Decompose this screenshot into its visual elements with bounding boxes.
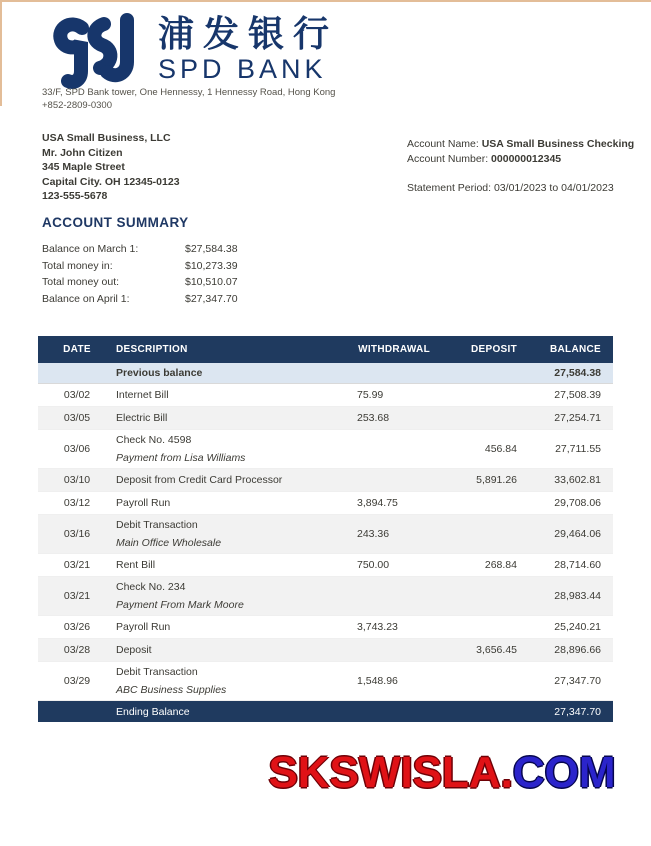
table-row (38, 469, 613, 492)
bank-header (48, 12, 338, 90)
scan-edge-left (0, 0, 2, 106)
transaction-description: Rent Bill (116, 559, 156, 571)
watermark-dot: . (500, 748, 513, 797)
ending-balance-label: Ending Balance (116, 705, 190, 718)
ending-balance-amount: 27,347.70 (554, 705, 601, 718)
watermark-name: SKSWISLA (268, 748, 501, 797)
customer-city: Capital City. OH 12345-0123 (42, 175, 180, 188)
transaction-balance: 27,347.70 (554, 675, 601, 687)
account-name-label: Account Name: (407, 138, 482, 150)
account-number-label: Account Number: (407, 153, 492, 165)
account-summary-section (42, 215, 238, 307)
scan-edge-top (0, 0, 651, 2)
summary-value: $27,347.70 (185, 292, 238, 305)
table-body (38, 384, 613, 701)
summary-value: $27,584.38 (185, 243, 238, 255)
transaction-balance: 28,714.60 (554, 559, 601, 571)
summary-label: Balance on April 1: (42, 292, 130, 305)
transaction-memo: Payment from Lisa Williams (116, 452, 246, 464)
bank-address-block (42, 86, 335, 112)
transaction-deposit: 268.84 (484, 559, 517, 571)
transaction-memo: ABC Business Supplies (116, 684, 227, 696)
transaction-description: Debit Transaction (116, 666, 198, 678)
table-row (38, 430, 613, 469)
transaction-date: 03/02 (63, 389, 91, 401)
transaction-withdrawal: 3,894.75 (357, 497, 398, 509)
previous-balance-amount: 27,584.38 (554, 367, 601, 379)
bank-names (158, 12, 338, 84)
table-row (38, 554, 613, 577)
site-watermark (252, 748, 632, 798)
transaction-balance: 27,508.39 (554, 389, 601, 401)
col-header-date: DATE (63, 344, 91, 355)
statement-period-label: Statement Period: (407, 182, 494, 194)
transaction-date: 03/06 (63, 443, 91, 455)
table-row (38, 616, 613, 639)
summary-value: $10,510.07 (185, 276, 238, 288)
account-summary-title: ACCOUNT SUMMARY (42, 215, 189, 230)
transaction-description: Debit Transaction (116, 519, 198, 531)
bank-name-english: SPD BANK (158, 54, 327, 84)
col-header-withdrawal: WITHDRAWAL (358, 344, 430, 355)
table-row (38, 639, 613, 662)
bank-address: 33/F, SPD Bank tower, One Hennessy, 1 Hennessy Road, Hong Kong (42, 87, 336, 98)
transaction-deposit: 456.84 (484, 443, 517, 455)
previous-balance-row (38, 363, 613, 384)
bank-name-chinese: 浦发银行 (158, 13, 339, 54)
summary-label: Total money out: (42, 276, 120, 288)
watermark-tld: COM (512, 748, 616, 797)
transaction-date: 03/26 (63, 621, 91, 633)
spd-bank-logo-icon (48, 12, 144, 90)
transaction-withdrawal: 75.99 (357, 389, 384, 401)
customer-name: Mr. John Citizen (42, 146, 123, 159)
transaction-date: 03/21 (63, 590, 91, 602)
customer-address-block (42, 131, 180, 204)
table-row (38, 577, 613, 616)
ending-balance-row (38, 701, 613, 722)
transaction-date: 03/12 (63, 497, 91, 509)
account-name-row (407, 137, 634, 152)
transaction-withdrawal: 3,743.23 (357, 621, 398, 633)
table-header-row (38, 336, 613, 363)
table-row (38, 407, 613, 430)
transaction-withdrawal: 1,548.96 (357, 675, 398, 687)
transaction-date: 03/21 (63, 559, 91, 571)
transaction-date: 03/16 (63, 528, 91, 540)
transaction-balance: 29,464.06 (554, 528, 601, 540)
transaction-withdrawal: 253.68 (357, 412, 390, 424)
transaction-balance: 28,896.66 (554, 644, 601, 656)
transaction-balance: 28,983.44 (554, 590, 601, 602)
bank-phone: +852-2809-0300 (42, 100, 112, 111)
statement-period-row (407, 181, 634, 196)
transaction-description: Payroll Run (116, 497, 171, 509)
transaction-deposit: 3,656.45 (476, 644, 517, 656)
summary-value: $10,273.39 (185, 259, 238, 272)
transaction-deposit: 5,891.26 (476, 474, 517, 486)
customer-company: USA Small Business, LLC (42, 132, 171, 144)
transaction-withdrawal: 750.00 (357, 559, 390, 571)
transaction-description: Deposit from Credit Card Processor (116, 474, 283, 486)
statement-period-value: 03/01/2023 to 04/01/2023 (493, 182, 614, 194)
transaction-description: Check No. 234 (116, 581, 186, 593)
customer-street: 345 Maple Street (42, 161, 125, 173)
transaction-balance: 25,240.21 (554, 621, 601, 633)
account-number-row (407, 152, 634, 167)
transaction-memo: Main Office Wholesale (116, 537, 222, 549)
transaction-description: Check No. 4598 (116, 434, 192, 446)
previous-balance-label: Previous balance (116, 367, 203, 379)
transaction-date: 03/05 (63, 412, 91, 424)
transaction-date: 03/28 (63, 644, 91, 656)
transaction-balance: 29,708.06 (554, 497, 601, 509)
account-summary-table (42, 241, 238, 307)
customer-phone: 123-555-5678 (42, 190, 108, 202)
transaction-balance: 27,254.71 (554, 412, 601, 424)
table-row (38, 515, 613, 554)
col-header-deposit: DEPOSIT (471, 344, 517, 355)
transaction-description: Deposit (116, 644, 152, 656)
col-header-description: DESCRIPTION (116, 344, 188, 355)
table-row (38, 492, 613, 515)
transactions-table (38, 336, 613, 722)
transaction-description: Internet Bill (116, 389, 169, 401)
transaction-description: Electric Bill (116, 412, 168, 424)
account-number-value: 000000012345 (491, 153, 562, 165)
transaction-balance: 27,711.55 (555, 443, 601, 455)
summary-label: Total money in: (42, 259, 113, 272)
table-row (38, 384, 613, 407)
transaction-withdrawal: 243.36 (357, 528, 390, 540)
account-name-value: USA Small Business Checking (481, 138, 635, 150)
transaction-date: 03/10 (63, 474, 91, 486)
transaction-memo: Payment From Mark Moore (116, 599, 244, 611)
transaction-date: 03/29 (63, 675, 91, 687)
summary-label: Balance on March 1: (42, 243, 139, 255)
table-row (38, 662, 613, 701)
transaction-description: Payroll Run (116, 621, 171, 633)
account-info-block (407, 137, 634, 196)
transaction-balance: 33,602.81 (554, 474, 601, 486)
col-header-balance: BALANCE (550, 344, 601, 355)
